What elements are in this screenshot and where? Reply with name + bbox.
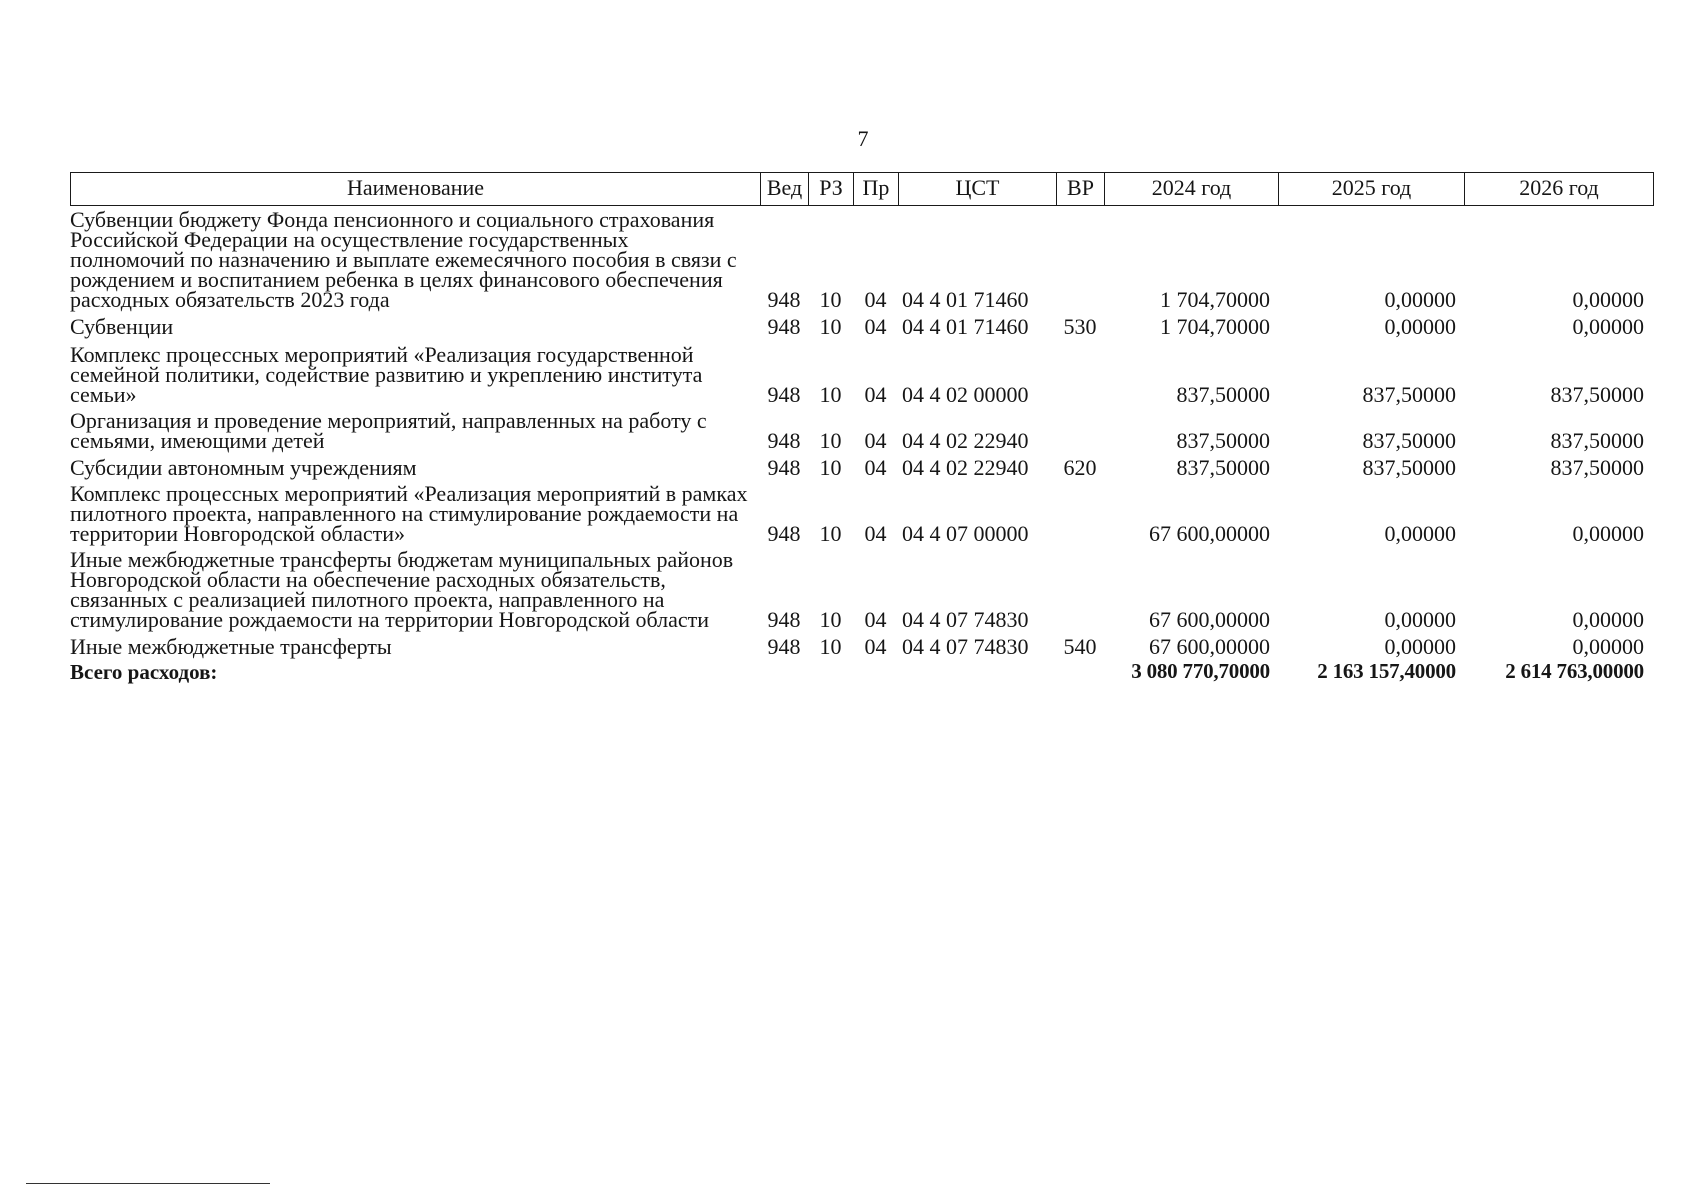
cell-ved: 948 bbox=[767, 314, 801, 339]
cell-2025: 837,50000 bbox=[1362, 382, 1456, 407]
table-row bbox=[70, 342, 1654, 407]
table-row bbox=[70, 457, 1654, 478]
table-row bbox=[70, 408, 1654, 453]
header-2026: 2026 год bbox=[1519, 175, 1599, 200]
cell-cst: 04 4 01 71460 bbox=[902, 314, 1029, 339]
footer-rule bbox=[26, 1183, 270, 1184]
header-vr: ВР bbox=[1057, 173, 1105, 205]
cell-name: Субвенции bbox=[70, 314, 174, 339]
cell-2026: 0,00000 bbox=[1572, 607, 1644, 632]
cell-pr: 04 bbox=[864, 521, 887, 546]
cell-2026: 0,00000 bbox=[1572, 314, 1644, 339]
cell-2024: 1 704,70000 bbox=[1160, 287, 1270, 312]
table-body bbox=[70, 207, 1654, 659]
cell-ved: 948 bbox=[767, 382, 801, 407]
cell-2024: 67 600,00000 bbox=[1149, 607, 1270, 632]
cell-2026: 0,00000 bbox=[1572, 634, 1644, 659]
header-cst: ЦСТ bbox=[899, 173, 1057, 205]
total-2024: 3 080 770,70000 bbox=[1131, 659, 1270, 683]
cell-name: Иные межбюджетные трансферты бюджетам муниципальных районов Новгородской области на обеспечение расходных обязательств, связанных с реализацией пилотного проекта, направленного на стимулирование рождаемости на территории Новгородской области bbox=[70, 547, 734, 632]
total-row bbox=[70, 661, 1654, 682]
cell-rz: 10 bbox=[819, 382, 842, 407]
cell-name: Организация и проведение мероприятий, направленных на работу с семьями, имеющими детей bbox=[70, 408, 707, 453]
cell-pr: 04 bbox=[864, 428, 887, 453]
cell-rz: 10 bbox=[819, 287, 842, 312]
cell-cst: 04 4 02 22940 bbox=[902, 455, 1029, 480]
cell-2025: 837,50000 bbox=[1362, 428, 1456, 453]
header-name: Наименование bbox=[71, 173, 761, 205]
cell-cst: 04 4 02 00000 bbox=[902, 382, 1029, 407]
cell-cst: 04 4 07 74830 bbox=[902, 607, 1029, 632]
cell-ved: 948 bbox=[767, 428, 801, 453]
table-header bbox=[70, 172, 1654, 206]
cell-2026: 0,00000 bbox=[1572, 521, 1644, 546]
cell-pr: 04 bbox=[864, 634, 887, 659]
cell-rz: 10 bbox=[819, 428, 842, 453]
cell-name: Комплекс процессных мероприятий «Реализация мероприятий в рамках пилотного проекта, направленного на стимулирование рождаемости на территории Новгородской области» bbox=[70, 481, 748, 546]
cell-name: Иные межбюджетные трансферты bbox=[70, 634, 392, 659]
cell-name: Субвенции бюджету Фонда пенсионного и социального страхования Российской Федерации на осуществление государственных полномочий по назначению и выплате ежемесячного пособия в связи с рождением и воспитанием ребенка в целях финансового обеспечения расходных обязательств 2023 года bbox=[70, 207, 737, 312]
cell-cst: 04 4 07 74830 bbox=[902, 634, 1029, 659]
cell-vr: 530 bbox=[1063, 314, 1097, 339]
cell-cst: 04 4 01 71460 bbox=[902, 287, 1029, 312]
cell-2026: 837,50000 bbox=[1550, 428, 1644, 453]
header-pr: Пр bbox=[854, 173, 899, 205]
cell-ved: 948 bbox=[767, 521, 801, 546]
budget-table bbox=[70, 172, 1654, 682]
cell-pr: 04 bbox=[864, 382, 887, 407]
cell-pr: 04 bbox=[864, 287, 887, 312]
cell-ved: 948 bbox=[767, 607, 801, 632]
total-2026: 2 614 763,00000 bbox=[1505, 659, 1644, 683]
table-row bbox=[70, 547, 1654, 632]
cell-2026: 837,50000 bbox=[1550, 382, 1644, 407]
total-label: Всего расходов: bbox=[70, 660, 218, 684]
cell-rz: 10 bbox=[819, 314, 842, 339]
table-row bbox=[70, 316, 1654, 337]
table-row bbox=[70, 636, 1654, 657]
cell-2025: 0,00000 bbox=[1384, 314, 1456, 339]
cell-rz: 10 bbox=[819, 634, 842, 659]
cell-2024: 837,50000 bbox=[1176, 455, 1270, 480]
cell-2026: 837,50000 bbox=[1550, 455, 1644, 480]
total-2025: 2 163 157,40000 bbox=[1317, 659, 1456, 683]
cell-2024: 837,50000 bbox=[1176, 382, 1270, 407]
header-rz: РЗ bbox=[809, 173, 854, 205]
cell-2024: 837,50000 bbox=[1176, 428, 1270, 453]
header-2025: 2025 год bbox=[1279, 173, 1465, 205]
cell-2025: 0,00000 bbox=[1384, 634, 1456, 659]
cell-cst: 04 4 07 00000 bbox=[902, 521, 1029, 546]
cell-2025: 0,00000 bbox=[1384, 287, 1456, 312]
cell-cst: 04 4 02 22940 bbox=[902, 428, 1029, 453]
cell-2024: 67 600,00000 bbox=[1149, 521, 1270, 546]
cell-rz: 10 bbox=[819, 521, 842, 546]
cell-ved: 948 bbox=[767, 287, 801, 312]
cell-pr: 04 bbox=[864, 314, 887, 339]
cell-2026: 0,00000 bbox=[1572, 287, 1644, 312]
cell-name: Комплекс процессных мероприятий «Реализация государственной семейной политики, содействие развитию и укреплению института семьи» bbox=[70, 342, 703, 407]
cell-pr: 04 bbox=[864, 607, 887, 632]
header-ved: Вед bbox=[761, 173, 809, 205]
page-number: 7 bbox=[857, 126, 869, 151]
cell-pr: 04 bbox=[864, 455, 887, 480]
cell-name: Субсидии автономным учреждениям bbox=[70, 455, 417, 480]
header-2024: 2024 год bbox=[1105, 173, 1279, 205]
cell-2025: 0,00000 bbox=[1384, 521, 1456, 546]
cell-vr: 540 bbox=[1063, 634, 1097, 659]
cell-2024: 1 704,70000 bbox=[1160, 314, 1270, 339]
cell-2025: 837,50000 bbox=[1362, 455, 1456, 480]
cell-2024: 67 600,00000 bbox=[1149, 634, 1270, 659]
cell-rz: 10 bbox=[819, 607, 842, 632]
table-row bbox=[70, 207, 1654, 312]
cell-2025: 0,00000 bbox=[1384, 607, 1456, 632]
cell-ved: 948 bbox=[767, 634, 801, 659]
cell-rz: 10 bbox=[819, 455, 842, 480]
cell-vr: 620 bbox=[1063, 455, 1097, 480]
table-row bbox=[70, 481, 1654, 546]
cell-ved: 948 bbox=[767, 455, 801, 480]
